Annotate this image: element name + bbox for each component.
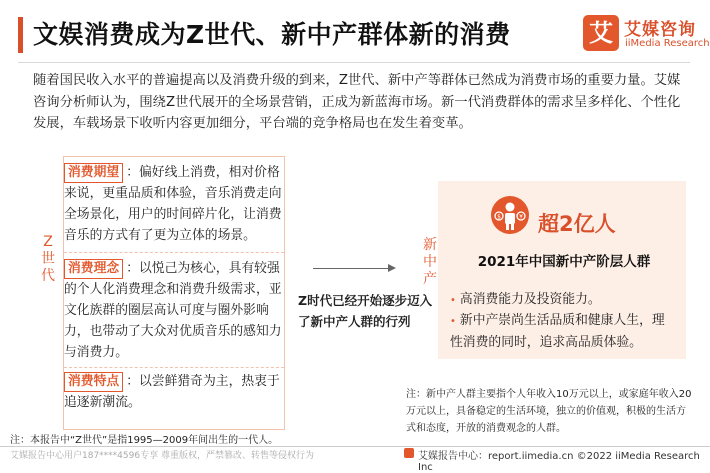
footnote-z-generation: 注：本报告中“Z世代”是指1995—2009年间出生的一代人。: [10, 435, 279, 446]
svg-text:$: $: [497, 213, 501, 221]
page-title: 文娱消费成为Z世代、新中产群体新的消费: [33, 20, 511, 49]
bullet-item: [450, 289, 650, 311]
arrow-right-icon: [388, 264, 396, 272]
arrow-line: [313, 268, 391, 269]
section-feature: [64, 371, 284, 413]
section-tag: 消费期望: [64, 163, 123, 183]
svg-text:¥: ¥: [519, 213, 523, 221]
population-figure: 超2亿人: [538, 212, 616, 236]
bullet-item: [450, 310, 670, 353]
intro-paragraph: 随着国民收入水平的普遍提高以及消费升级的到来，Z世代、新中产等群体已然成为消费市场的重要力量。艾媒咨询分析师认为，围绕Z世代展开的全场景营销，正成为新蓝海市场。新一代消费群体的需求呈多样化、个性化发展，车载场景下收听内容更加细分，平台端的竞争格局也在发生着变革。: [33, 73, 681, 131]
z-generation-label: Z世代: [41, 234, 55, 284]
bullet-dot-icon: •: [450, 316, 456, 327]
bullet-dot-icon: •: [450, 295, 456, 306]
bullet-text: 高消费能力及投资能力。: [459, 292, 601, 307]
section-tag: 消费特点: [64, 372, 123, 392]
transition-text: Z时代已经开始逐步迈入了新中产人群的行列: [298, 293, 433, 329]
section-text: ：以尝鲜猎奇为主，热衷于追逐新潮流。: [64, 374, 280, 410]
bullet-text: 新中产崇尚生活品质和健康人生，理性消费的同时，追求高品质体验。: [450, 313, 665, 350]
z-generation-box: [63, 156, 285, 430]
report-center-icon: [404, 448, 414, 458]
section-tag: 消费理念: [64, 259, 123, 279]
header-divider: [18, 62, 690, 63]
section-text: ：以悦己为核心，具有较强的个人化消费理念和消费升级需求，亚文化族群的圈层高认可度与圈外影响力，也带动了大众对优质音乐的感知力与消费力。: [64, 261, 282, 360]
new-middle-class-label: 新中产: [423, 237, 437, 287]
logo-icon: 艾: [583, 15, 619, 51]
section-text: ：偏好线上消费，相对价格来说，更重品质和体验，音乐消费走向全场景化，用户的时间碎片化，让消费音乐的方式有了更为立体的场景。: [64, 165, 282, 243]
logo-name: 艾媒咨询: [624, 20, 696, 40]
title-accent-bar: [18, 17, 23, 53]
section-divider: [64, 367, 284, 368]
footer-source: 艾媒报告中心：report.iimedia.cn ©2022 iiMedia Research Inc: [418, 451, 700, 473]
section-concept: [64, 258, 284, 363]
section-divider: [64, 252, 284, 253]
logo-subtitle: iiMedia Research: [625, 38, 710, 49]
card-heading: 2021年中国新中产阶层人群: [477, 254, 651, 270]
section-expectation: [64, 162, 284, 246]
person-money-icon: [491, 196, 529, 234]
footer-copyright: 艾媒报告中心用户187****4596专享 尊重版权，严禁篡改、转售等侵权行为: [10, 451, 314, 461]
footnote-new-middle-class: 注：新中产人群主要指个人年收入10万元以上，或家庭年收入20万元以上，具备稳定的生活环境，独立的价值观，积极的生活方式和态度，开放的消费观念的人群。: [406, 389, 692, 434]
